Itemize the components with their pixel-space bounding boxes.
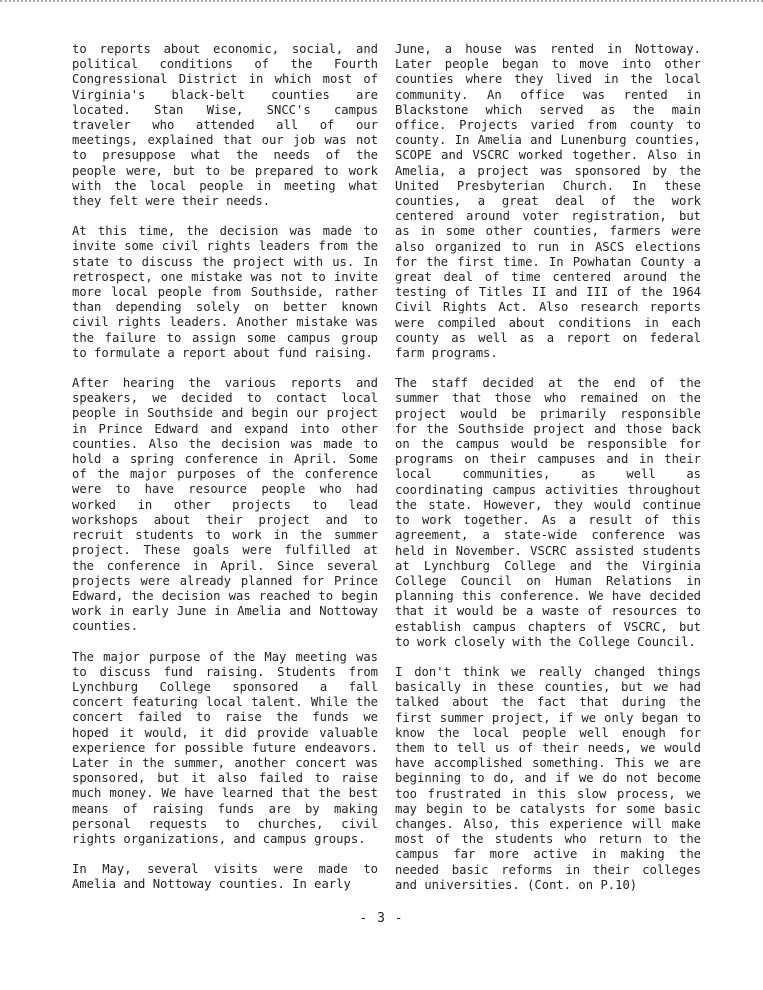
paragraph: The major purpose of the May meeting was to discuss fund raising. Students from Lynchburg College sponsored a fall concert featuring local talent. While the concert failed to raise the funds we hoped it would, it did provide valuable experience for possible future endeavors. Later in the summer, another concert was sponsored, but it also failed to raise much money. We have learned that the best means of raising funds are by making personal requests to churches, civil rights organizations, and campus groups. bbox=[72, 649, 378, 846]
page-top-edge bbox=[0, 0, 763, 4]
page-number: - 3 - bbox=[359, 911, 404, 926]
right-column bbox=[395, 42, 701, 908]
paragraph: The staff decided at the end of the summer that those who remained on the project would be primarily responsible for the Southside project and those back on the campus would be responsible for programs on their campuses and in their local communities, as well as coordinating campus activities throughout the state. However, they would continue to work together. As a result of this agreement, a state-wide conference was held in November. VSCRC assisted students at Lynchburg College and the Virginia College Council on Human Relations in planning this conference. We have decided that it would be a waste of resources to establish campus chapters of VSCRC, but to work closely with the College Council. bbox=[395, 376, 701, 649]
left-column bbox=[72, 42, 378, 908]
paragraph: In May, several visits were made to Amelia and Nottoway counties. In early bbox=[72, 862, 378, 892]
paragraph: to reports about economic, social, and political conditions of the Fourth Congressional District in which most of Virginia's black-belt counties are located. Stan Wise, SNCC's campus traveler who attended all of our meetings, explained that our job was not to presuppose what the needs of the people were, but to be prepared to work with the local people in meeting what they felt were their needs. bbox=[72, 42, 378, 209]
paragraph: At this time, the decision was made to invite some civil rights leaders from the state to discuss the project with us. In retrospect, one mistake was not to invite more local people from Southside, rather than depending solely on better known civil rights leaders. Another mistake was the failure to assign some campus group to formulate a report about fund raising. bbox=[72, 224, 378, 360]
paragraph: After hearing the various reports and speakers, we decided to contact local people in Southside and begin our project in Prince Edward and expand into other counties. Also the decision was made to hold a spring conference in April. Some of the major purposes of the conference were to have resource people who had worked in other projects to lead workshops about their project and to recruit students to work in the summer project. These goals were fulfilled at the conference in April. Since several projects were already planned for Prince Edward, the decision was reached to begin work in early June in Amelia and Nottoway counties. bbox=[72, 376, 378, 634]
paragraph: I don't think we really changed things basically in these counties, but we had talked about the fact that during the first summer project, if we only began to know the local people well enough for them to tell us of their needs, we would have accomplished something. This we are beginning to do, and if we do not become too frustrated in this slow process, we may begin to be catalysts for some basic changes. Also, this experience will make most of the students who return to the campus far more active in making the needed basic reforms in their colleges and universities. (Cont. on P.10) bbox=[395, 664, 701, 892]
paragraph: June, a house was rented in Nottoway. Later people began to move into other counties where they lived in the local community. An office was rented in Blackstone which served as the main office. Projects varied from county to county. In Amelia and Lunenburg counties, SCOPE and VSCRC worked together. Also in Amelia, a project was sponsored by the United Presbyterian Church. In these counties, a great deal of the work centered around voter registration, but as in some other counties, farmers were also organized to run in ASCS elections for the first time. In Powhatan County a great deal of time centered around the testing of Titles II and III of the 1964 Civil Rights Act. Also research reports were compiled about conditions in each county as well as a report on federal farm programs. bbox=[395, 42, 701, 361]
